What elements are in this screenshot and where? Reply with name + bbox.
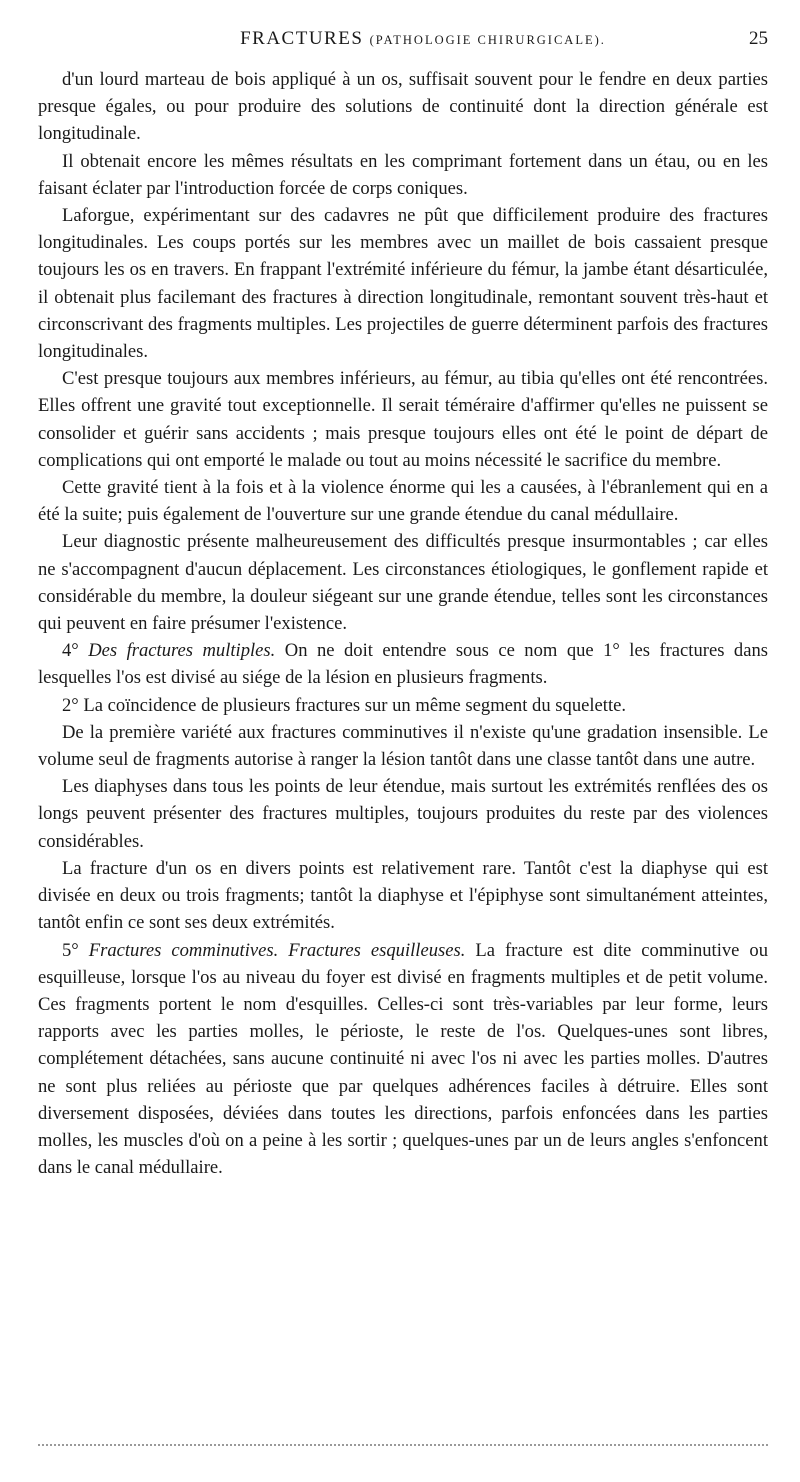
section-title: Des fractures multiples. [88,640,276,662]
footer-dotted-rule [38,1444,768,1446]
body-text [38,66,768,1181]
running-title-subtitle: (PATHOLOGIE CHIRURGICALE). [369,33,606,47]
paragraph-1: d'un lourd marteau de bois appliqué à un os, suffisait souvent pour le fendre en deux parties presque égales, ou pour produire des solutions de continuité dont la direction générale est longitudinale. [38,69,768,145]
paragraph-9: De la première variété aux fractures comminutives il n'existe qu'une gradation insensible. Le volume seul de fragments autorise à ranger la lésion tantôt dans une classe tantôt dans une autre. [38,721,768,771]
section-number: 5° [62,939,79,961]
paragraph-8: 2° La coïncidence de plusieurs fractures sur un même segment du squelette. [62,694,627,716]
book-page [38,28,768,1181]
paragraph-10: Les diaphyses dans tous les points de leur étendue, mais surtout les extrémités renflées des os longs peuvent présenter des fractures multiples, toujours produites du reste par des violences considérables. [38,776,768,852]
section-title: Fractures comminutives. Fractures esquilleuses. [88,939,466,961]
section-number: 4° [62,640,79,662]
paragraph-3: Laforgue, expérimentant sur des cadavres ne pût que difficilement produire des fractures longitudinales. Les coups portés sur les membres avec un maillet de bois cassaient presque toujours les os en travers. En frappant l'extrémité inférieure du fémur, la jambe étant désarticulée, il obtenait plus facilemant des fractures à direction longitudinale, remontant souvent très-haut et circonscrivant des fragments multiples. Les projectiles de guerre déterminent parfois des fractures longitudinales. [38,205,768,363]
paragraph-12-section-heading: 5° Fractures comminutives. Fractures esquilleuses. La fracture est dite comminutive ou esquilleuse, lorsque l'os au niveau du foyer est divisé en fragments multiples et de petit volume. Ces fragments portent le nom d'esquilles. Celles-ci sont très-variables par leur forme, leurs rapports avec les parties molles, le périoste, le reste de l'os. Quelques-unes sont libres, complétement détachées, sans aucune continuité ni avec l'os ni avec les parties molles. D'autres ne sont plus reliées au périoste que par quelques adhérences faciles à détruire. Elles sont diversement disposées, déviées dans toutes les directions, parfois enfoncées dans les parties molles, les muscles d'où on a peine à les sortir ; quelques-unes par un de leurs angles s'enfoncent dans le canal médullaire. [38,939,768,1179]
paragraph-11: La fracture d'un os en divers points est relativement rare. Tantôt c'est la diaphyse qui est divisée en deux ou trois fragments; tantôt la diaphyse et l'épiphyse sont simultanément atteintes, tantôt enfin ce sont ses deux extrémités. [38,857,768,934]
running-head [38,28,768,56]
paragraph-2: Il obtenait encore les mêmes résultats en les comprimant fortement dans un étau, ou en les faisant éclater par l'introduction forcée de corps coniques. [38,150,768,199]
running-title [38,28,768,50]
paragraph-7-section-heading: 4° Des fractures multiples. On ne doit entendre sous ce nom que 1° les fractures dans lesquelles l'os est divisé au siége de la lésion en plusieurs fragments. [38,640,768,689]
paragraph-4: C'est presque toujours aux membres inférieurs, au fémur, au tibia qu'elles ont été rencontrées. Elles offrent une gravité tout exceptionnelle. Il serait téméraire d'affirmer qu'elles ne puissent se consolider et guérir sans accidents ; mais presque toujours elles ont été le point de départ de complications qui ont emporté le malade ou tout au moins nécessité le sacrifice du membre. [38,368,768,471]
paragraph-5: Cette gravité tient à la fois et à la violence énorme qui les a causées, à l'ébranlement qui en a été la suite; puis également de l'ouverture sur une grande étendue du canal médullaire. [38,477,768,526]
paragraph-6: Leur diagnostic présente malheureusement des difficultés presque insurmontables ; car elles ne s'accompagnent d'aucun déplacement. Les circonstances étiologiques, le gonflement rapide et considérable du membre, la douleur siégeant sur une grande étendue, telles sont les circonstances qui peuvent en faire présumer l'existence. [38,531,768,635]
running-title-main: FRACTURES [240,28,364,49]
page-number: 25 [749,28,768,49]
